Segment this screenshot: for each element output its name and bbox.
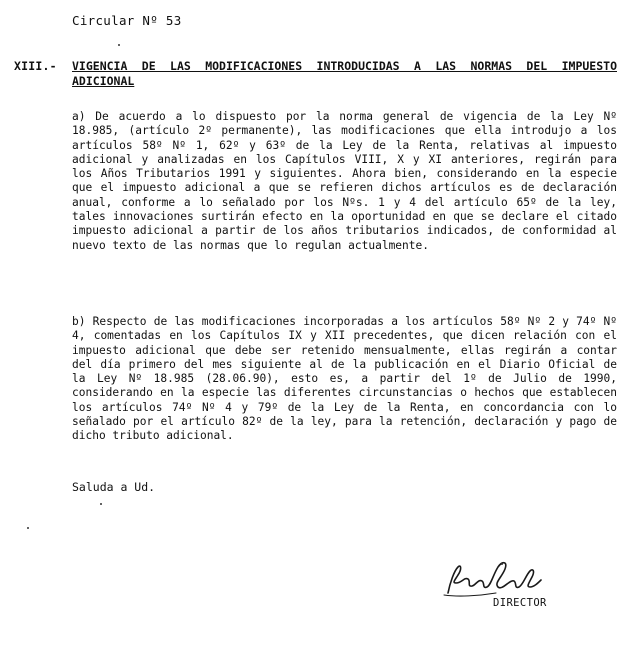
- scan-speck: [501, 563, 503, 565]
- section-title: VIGENCIA DE LAS MODIFICACIONES INTRODUCIDAS A LAS NORMAS DEL IMPUESTO ADICIONAL: [72, 59, 617, 88]
- signatory-title: DIRECTOR: [493, 597, 547, 609]
- section-number: XIII.-: [14, 59, 57, 73]
- paragraph-a: a) De acuerdo a lo dispuesto por la norma general de vigencia de la Ley Nº 18.985, (artículo 2º permanente), las modificaciones que ella introdujo a los artículos 58º Nº 1, 62º y 63º de la Ley de la Renta, relativas al impuesto adicional y analizadas en los Capítulos VIII, X y XI anteriores, regirán para los Años Tributarios 1991 y siguientes. Ahora bien, considerando en la especie que el impuesto adicional a que se refieren dichos artículos es de declaración anual, conforme a lo señalado por los Nºs. 1 y 4 del artículo 65º de la ley, tales innovaciones surtirán efecto en la oportunidad en que se declare el citado impuesto adicional a partir de los años tributarios indicados, de conformidad al nuevo texto de las normas que lo regulan actualmente.: [72, 110, 617, 252]
- scan-speck: [27, 527, 29, 529]
- circular-number: Circular Nº 53: [72, 13, 182, 28]
- closing-salutation: Saluda a Ud.: [72, 480, 156, 494]
- paragraph-b: b) Respecto de las modificaciones incorporadas a los artículos 58º Nº 2 y 74º Nº 4, comentadas en los Capítulos IX y XII precedentes, que dicen relación con el impuesto adicional que debe ser retenido mensualmente, ellas regirán a contar del día primero del mes siguiente al de la publicación en el Diario Oficial de la Ley Nº 18.985 (28.06.90), esto es, a partir del 1º de Julio de 1990, considerando en la especie las diferentes circunstancias o hechos que establecen los artículos 74º Nº 4 y 79º de la Ley de la Renta, en concordancia con lo señalado por el artículo 82º de la ley, para la retención, declaración y pago de dicho tributo adicional.: [72, 315, 617, 443]
- scan-speck: [118, 44, 120, 46]
- scan-speck: [100, 503, 102, 505]
